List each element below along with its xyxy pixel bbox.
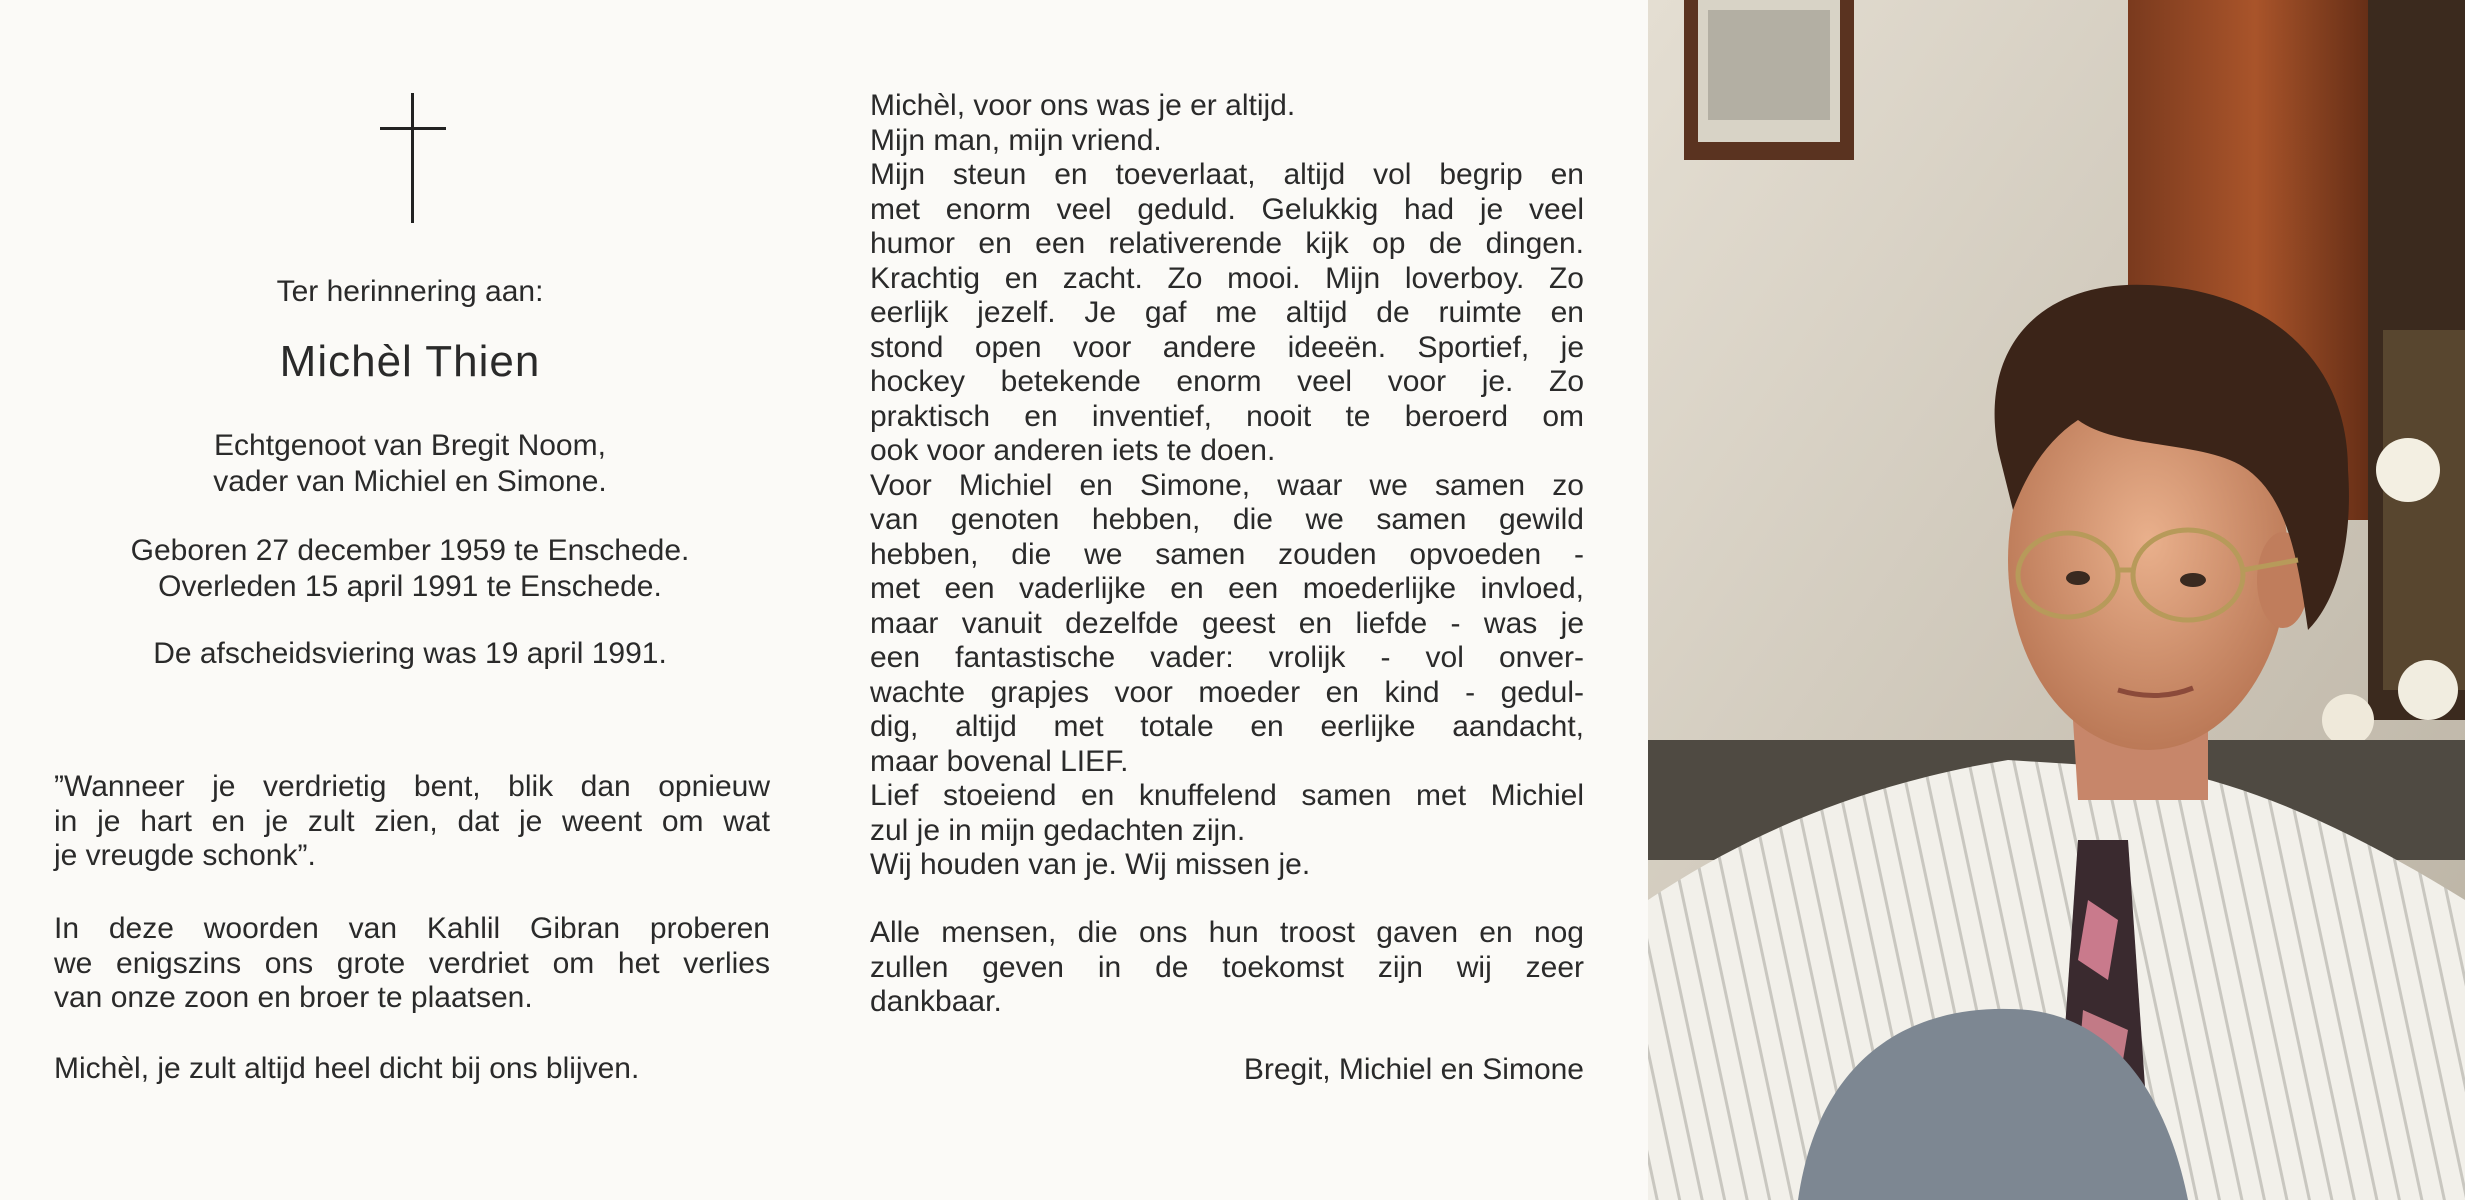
birth-line: Geboren 27 december 1959 te Enschede. [130, 534, 690, 567]
gibran-block [54, 912, 770, 1016]
thanks-line: Alle mensen, die ons hun troost gaven en nog [870, 916, 1584, 949]
tribute-line: stond open voor andere ideeën. Sportief, je [870, 330, 1584, 364]
deceased-name: Michèl Thien [279, 337, 541, 386]
tribute-line: hockey betekende enorm veel voor je. Zo [870, 365, 1584, 398]
signature: Bregit, Michiel en Simone [1243, 1053, 1584, 1086]
tribute-line: met enorm veel geduld. Gelukkig had je veel [870, 192, 1584, 226]
tribute-line: Krachtig en zacht. Zo mooi. Mijn loverboy. Zo [870, 261, 1584, 295]
tribute-line: wachte grapjes voor moeder en kind - gedul- [870, 675, 1584, 709]
portrait-illustration [1648, 0, 2465, 1200]
tribute-line: praktisch en inventief, nooit te beroerd om [870, 399, 1584, 433]
tribute-line: Voor Michiel en Simone, waar we samen zo [870, 468, 1584, 502]
tribute-text [870, 89, 1584, 883]
tribute-line: een fantastische vader: vrolijk - vol onver- [870, 641, 1584, 674]
tribute-line: Michèl, voor ons was je er altijd. [870, 89, 1296, 122]
quote-line: in je hart en je zult zien, dat je weent om wat [54, 804, 770, 838]
tribute-line: eerlijk jezelf. Je gaf me altijd de ruimte en [870, 296, 1584, 329]
tribute-line: Mijn steun en toeverlaat, altijd vol begrip en [870, 158, 1584, 191]
closing-line: Michèl, je zult altijd heel dicht bij ons blijven. [54, 1052, 640, 1085]
gibran-line: we enigszins ons grote verdriet om het verlies [54, 946, 770, 980]
quote-line: ”Wanneer je verdrietig bent, blik dan opnieuw [54, 770, 770, 803]
relation-line: vader van Michiel en Simone. [213, 465, 607, 498]
thanks-line: dankbaar. [870, 985, 1002, 1018]
portrait-photo [1648, 0, 2465, 1200]
tribute-line: van genoten hebben, die we samen gewild [870, 503, 1584, 536]
gibran-line: van onze zoon en broer te plaatsen. [54, 981, 533, 1014]
thanks-block [870, 916, 1584, 1020]
tribute-line: zul je in mijn gedachten zijn. [870, 813, 1246, 847]
relation-line: Echtgenoot van Bregit Noom, [214, 429, 606, 462]
cross-icon [380, 93, 446, 223]
quote-line: je vreugde schonk”. [54, 839, 316, 872]
tribute-line: hebben, die we samen zouden opvoeden - [870, 537, 1584, 571]
tribute-line: maar vanuit dezelfde geest en liefde - was je [870, 606, 1584, 640]
dates-block [40, 533, 780, 605]
thanks-line: zullen geven in de toekomst zijn wij zeer [870, 950, 1584, 984]
tribute-line: met een vaderlijke en een moederlijke invloed, [870, 572, 1584, 605]
tribute-line: maar bovenal LIEF. [870, 744, 1129, 778]
death-line: Overleden 15 april 1991 te Enschede. [158, 570, 662, 603]
tribute-line: Mijn man, mijn vriend. [870, 123, 1162, 157]
intro-text: Ter herinnering aan: [276, 275, 544, 308]
gibran-line: In deze woorden van Kahlil Gibran proberen [54, 912, 770, 945]
relation-block [40, 428, 780, 500]
tribute-line: Wij houden van je. Wij missen je. [870, 848, 1311, 881]
tribute-line: ook voor anderen iets te doen. [870, 434, 1276, 467]
quote-block [54, 770, 770, 874]
tribute-line: dig, altijd met totale en eerlijke aandacht, [870, 710, 1584, 743]
tribute-line: humor en een relativerende kijk op de dingen. [870, 227, 1584, 260]
left-panel [0, 0, 820, 1200]
farewell-line: De afscheidsviering was 19 april 1991. [153, 637, 667, 670]
middle-panel [820, 0, 1650, 1200]
tribute-line: Lief stoeiend en knuffelend samen met Michiel [870, 779, 1584, 812]
